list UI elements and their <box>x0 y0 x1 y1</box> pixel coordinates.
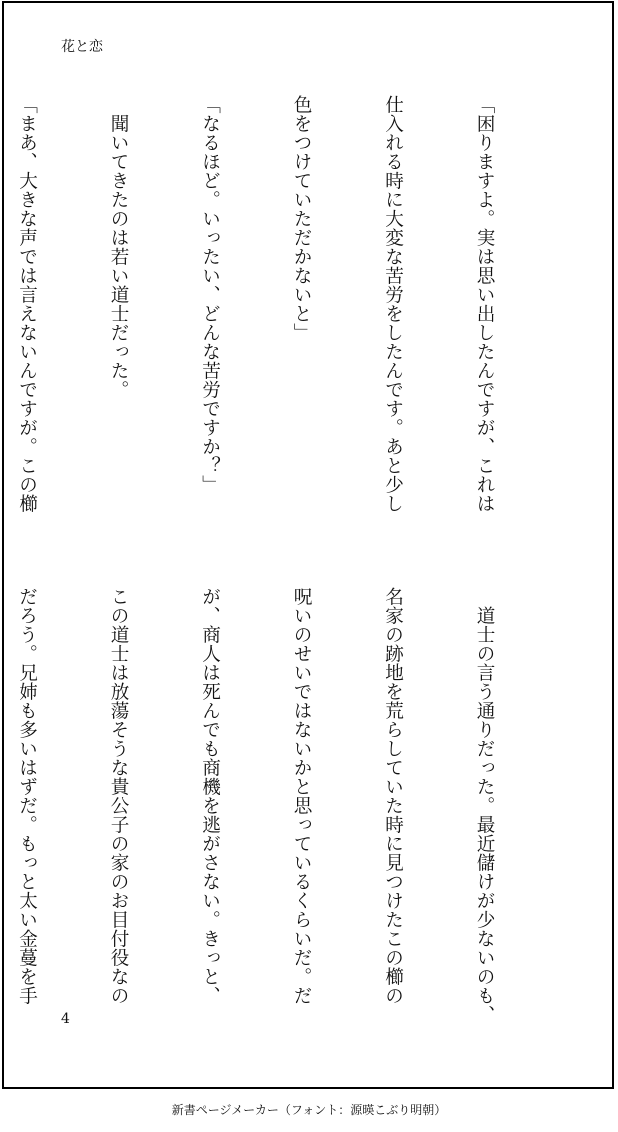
text-line: が、商人は死んでも商機を逃がさない。きっと、 <box>199 587 221 1005</box>
text-line: 「なるほど。いったい、どんな苦労ですか？」 <box>199 95 221 494</box>
lower-text-block <box>0 587 560 1024</box>
text-line: この道士は放蕩そうな貴公子の家のお目付役なの <box>108 587 129 1005</box>
text-line: 「まあ、大きな声では言えないんですが。この櫛 <box>16 95 38 513</box>
upper-text-block <box>0 95 560 525</box>
text-line: 仕入れる時に大変な苦労をしたんです。あと少し <box>382 95 404 513</box>
running-title: 花と恋 <box>61 39 103 55</box>
text-line: 名家の跡地を荒らしていた時に見つけたこの櫛の <box>382 587 404 1005</box>
footer-caption: 新書ページメーカー（フォント：源暎こぶり明朝） <box>171 1103 447 1117</box>
text-line: だろう。兄姉も多いはずだ。もっと太い金蔓を手 <box>16 587 38 1005</box>
text-line: 聞いてきたのは若い道士だった。 <box>108 95 129 399</box>
page-frame <box>2 1 614 1089</box>
page-number: 4 <box>61 1011 70 1027</box>
text-line: 道士の言う通りだった。最近儲けが少ないのも、 <box>474 587 495 1024</box>
text-line: 呪いのせいではないかと思っているくらいだ。だ <box>291 587 312 1005</box>
text-line: 色をつけていただかないと」 <box>291 95 312 342</box>
text-line: 「困りますよ。実は思い出したんですが、これは <box>474 95 495 513</box>
